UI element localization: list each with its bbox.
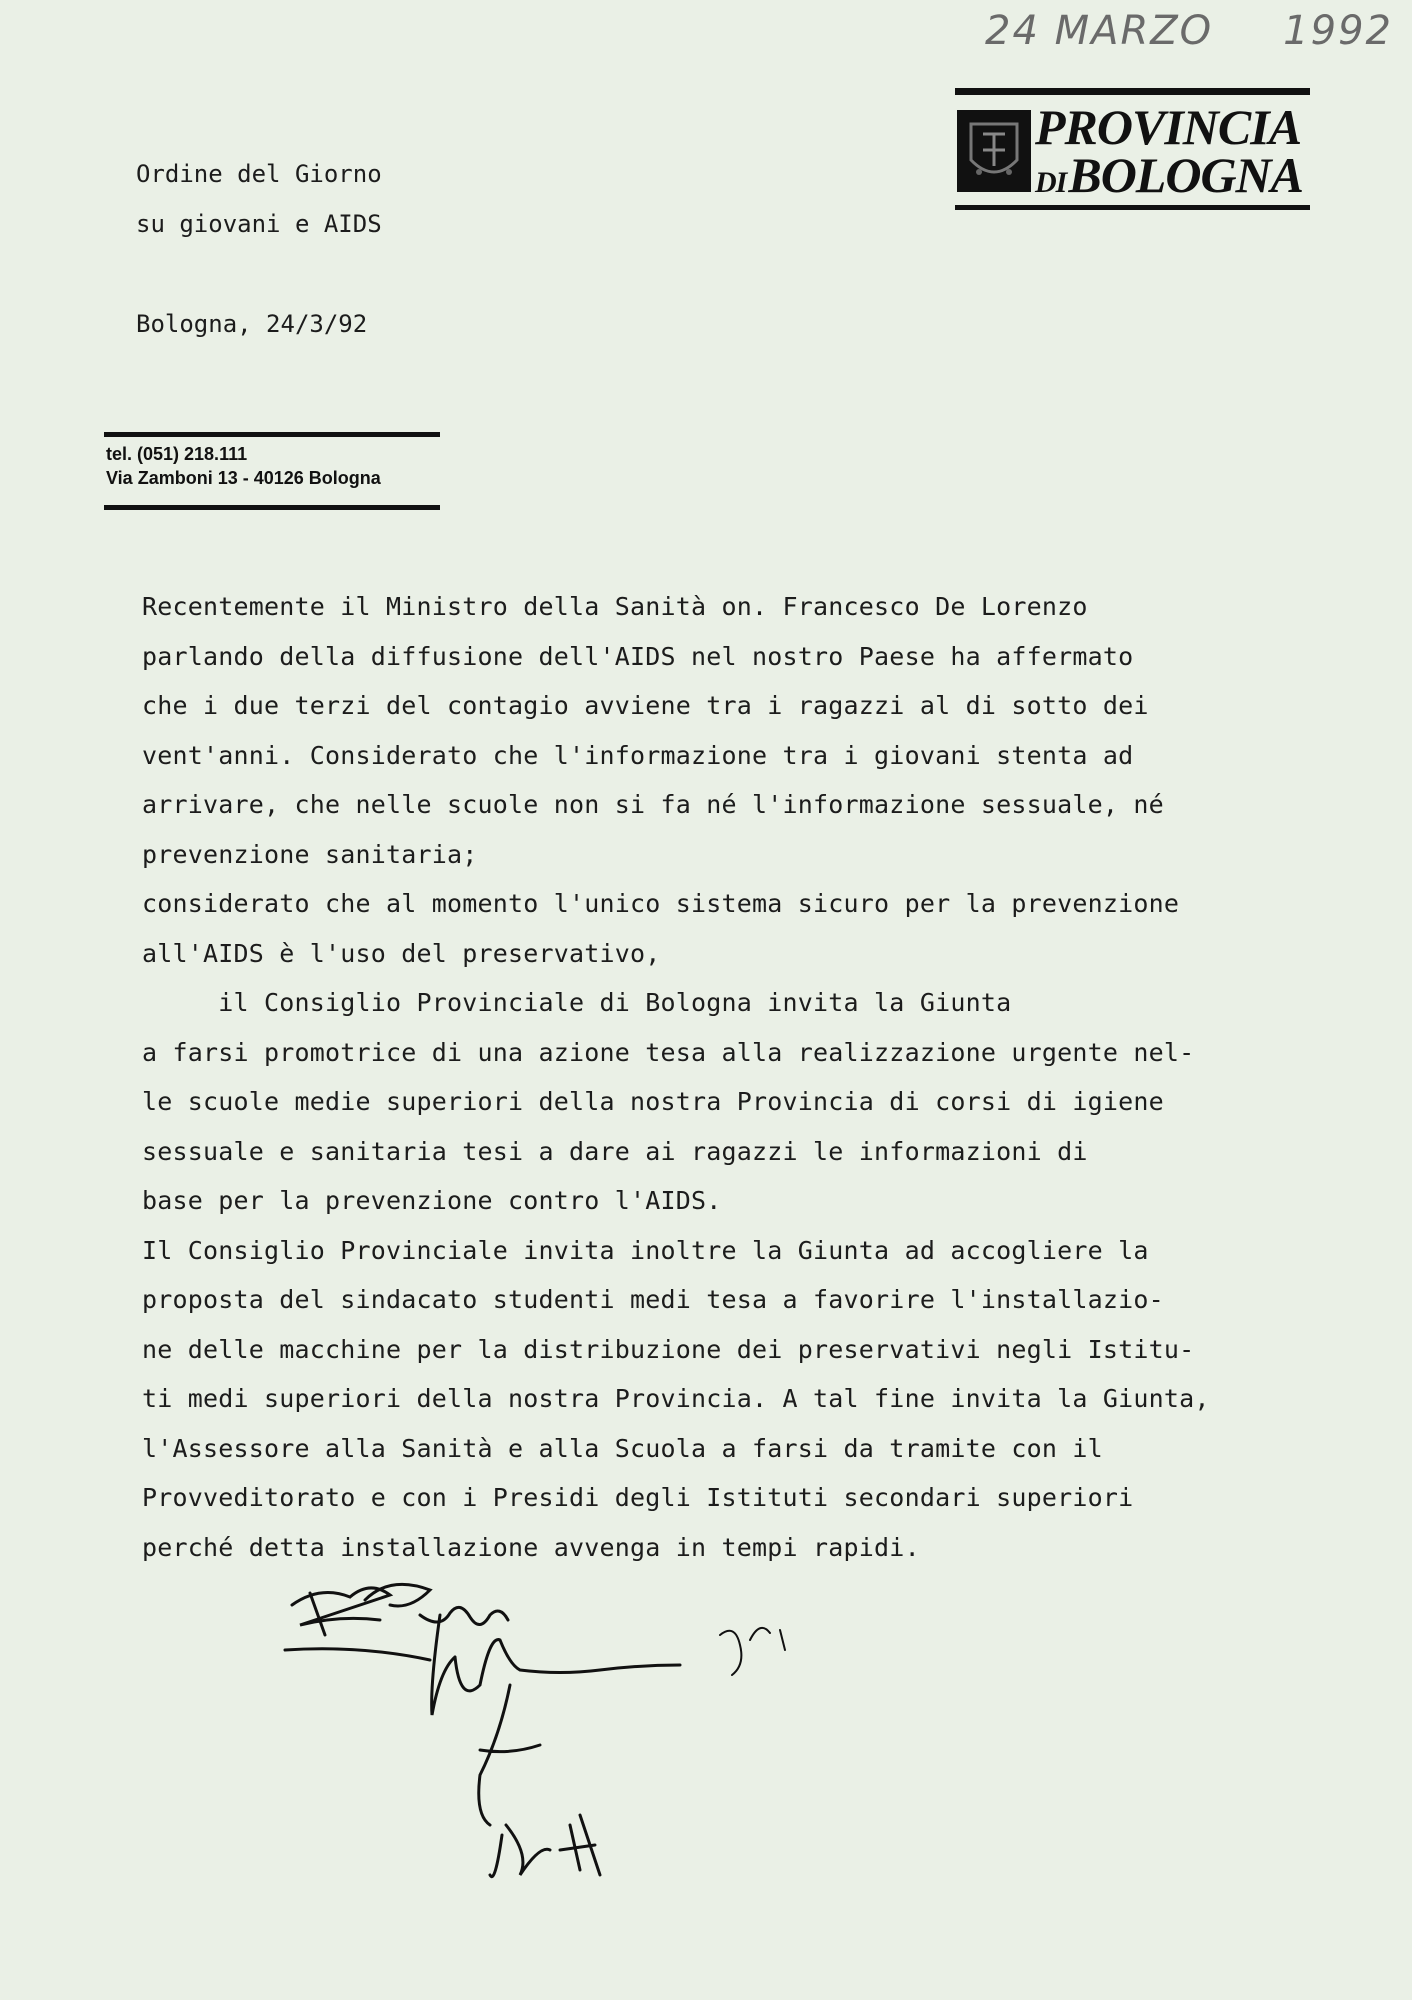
body-line: parlando della diffusione dell'AIDS nel nostro Paese ha affermato (142, 641, 1134, 671)
body-line: proposta del sindacato studenti medi tesa a favorire l'installazio- (142, 1285, 1164, 1314)
body-line: prevenzione sanitaria; (142, 839, 478, 869)
body-line: che i due terzi del contagio avviene tra i ragazzi al di sotto dei (142, 691, 1149, 720)
provincia-logo (955, 88, 1310, 216)
contact-top-rule (104, 432, 440, 437)
resolution-body (142, 582, 1382, 1572)
body-line: base per la prevenzione contro l'AIDS. (142, 1186, 722, 1215)
body-line: sessuale e sanitaria tesi a dare ai ragazzi le informazioni di (142, 1136, 1088, 1166)
body-line: ne delle macchine per la distribuzione dei preservativi negli Istitu- (142, 1334, 1195, 1364)
body-line: Recentemente il Ministro della Sanità on. Francesco De Lorenzo (142, 592, 1088, 621)
body-line: a farsi promotrice di una azione tesa alla realizzazione urgente nel- (142, 1037, 1195, 1067)
body-line: Provveditorato e con i Presidi degli Istituti secondari superiori (142, 1483, 1134, 1512)
handwritten-signatures (280, 1575, 880, 1895)
handwritten-date-note (985, 8, 1393, 54)
body-line: il Consiglio Provinciale di Bologna invita la Giunta (142, 988, 1012, 1017)
handwritten-date: 24 MARZO (985, 8, 1214, 54)
body-line: all'AIDS è l'uso del preservativo, (142, 938, 661, 968)
body-line: ti medi superiori della nostra Provincia. A tal fine invita la Giunta, (142, 1384, 1210, 1413)
logo-bologna: BOLOGNA (1068, 147, 1304, 203)
logo-line-bologna (1035, 146, 1303, 204)
body-line: arrivare, che nelle scuole non si fa né l'informazione sessuale, né (142, 790, 1164, 819)
body-line: le scuole medie superiori della nostra Provincia di corsi di igiene (142, 1087, 1164, 1116)
date-line: Bologna, 24/3/92 (136, 310, 368, 338)
logo-line-provincia: PROVINCIA (1035, 99, 1302, 155)
crest-icon (957, 110, 1031, 192)
contact-bottom-rule (104, 505, 440, 510)
body-line: l'Assessore alla Sanità e alla Scuola a farsi da tramite con il (142, 1433, 1103, 1463)
body-line: considerato che al momento l'unico sistema sicuro per la prevenzione (142, 889, 1180, 918)
body-line: Il Consiglio Provinciale invita inoltre la Giunta ad accogliere la (142, 1235, 1149, 1265)
handwritten-year: 1992 (1283, 8, 1393, 54)
contact-phone: tel. (051) 218.111 (106, 444, 248, 464)
title-line-1: Ordine del Giorno (136, 160, 382, 188)
contact-block (104, 432, 440, 512)
contact-address: Via Zamboni 13 - 40126 Bologna (106, 468, 381, 488)
body-line: vent'anni. Considerato che l'informazione tra i giovani stenta ad (142, 740, 1134, 770)
body-line: perché detta installazione avvenga in tempi rapidi. (142, 1532, 920, 1562)
logo-bottom-rule (955, 205, 1310, 210)
title-line-2: su giovani e AIDS (136, 210, 382, 238)
logo-di: DI (1035, 166, 1067, 199)
logo-top-rule (955, 88, 1310, 95)
